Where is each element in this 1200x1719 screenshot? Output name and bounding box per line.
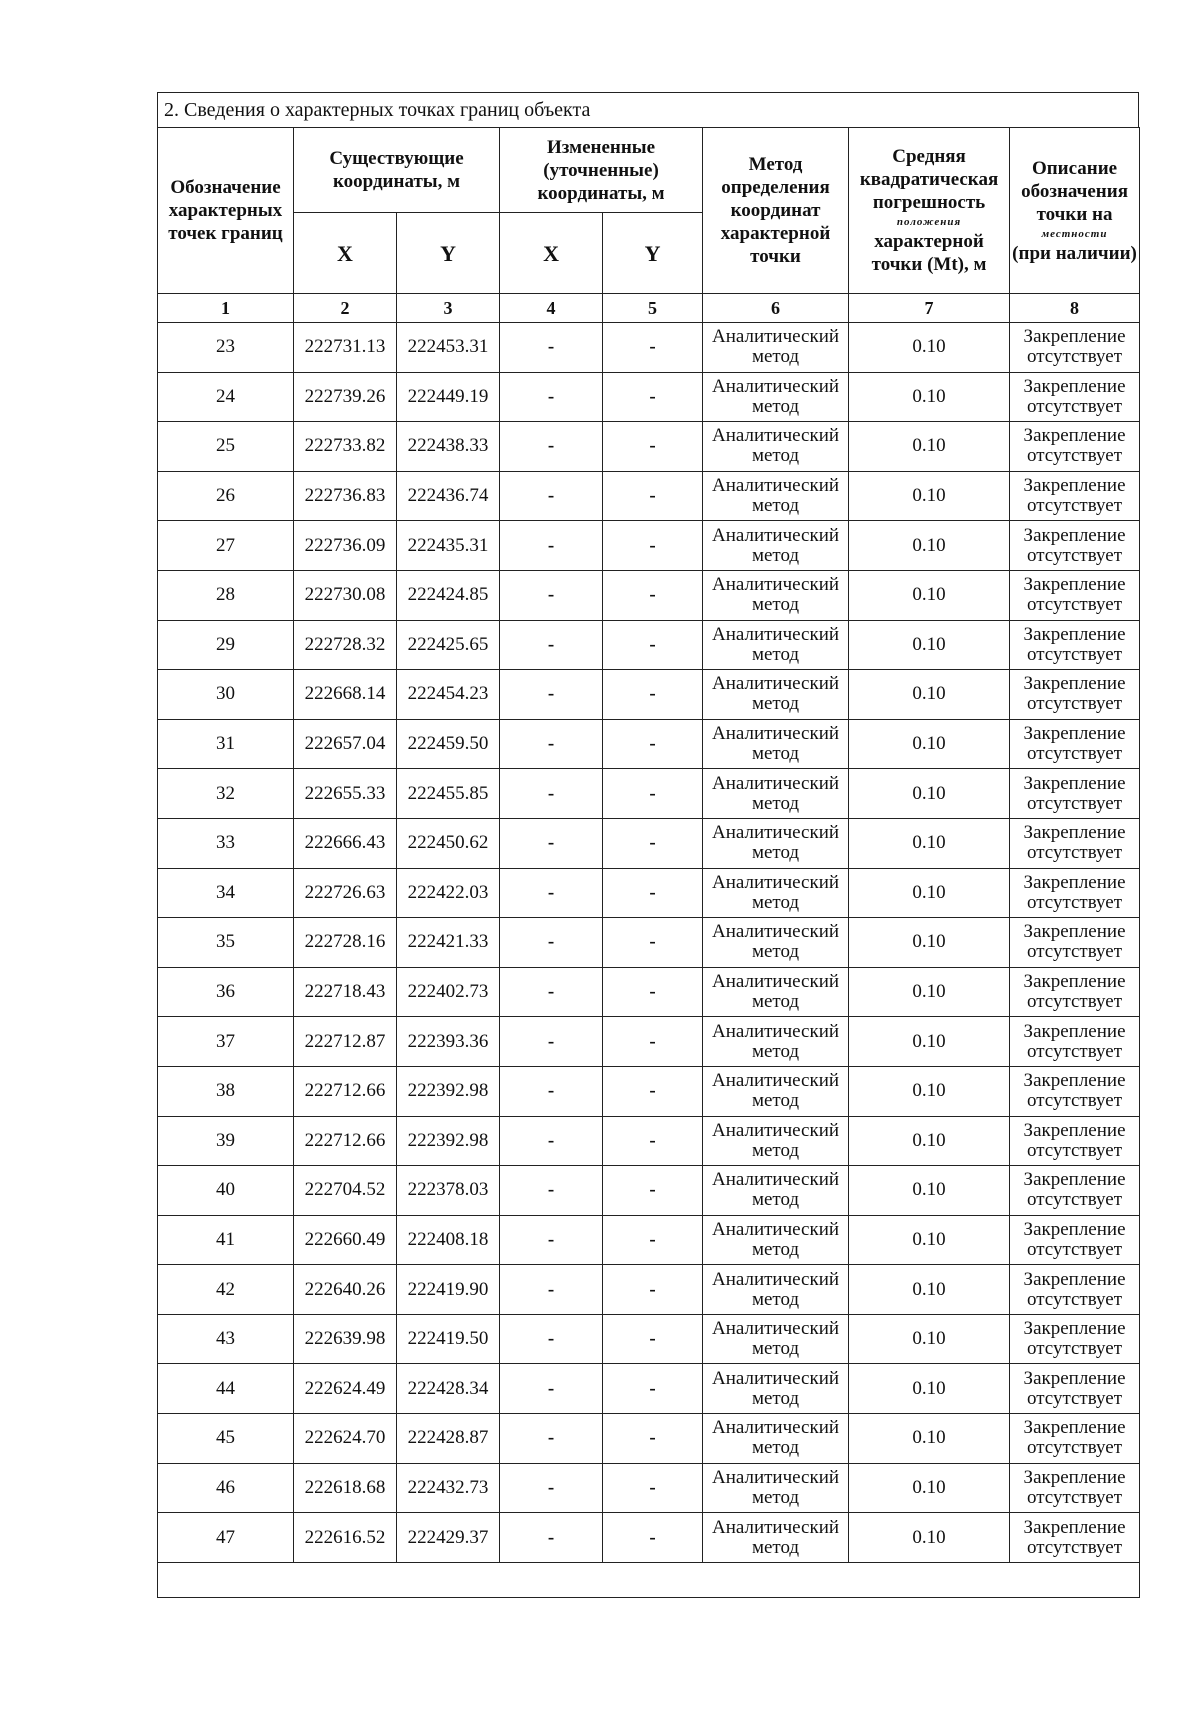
error-cell: 0.10 <box>849 719 1010 769</box>
existing-y-cell: 222429.37 <box>397 1513 500 1563</box>
changed-x-cell: - <box>500 967 603 1017</box>
error-cell: 0.10 <box>849 670 1010 720</box>
fixation-cell: Закрепление отсутствует <box>1010 1314 1140 1364</box>
changed-x-cell: - <box>500 670 603 720</box>
fixation-cell: Закрепление отсутствует <box>1010 1414 1140 1464</box>
error-cell: 0.10 <box>849 471 1010 521</box>
changed-y-cell: - <box>603 521 703 571</box>
fixation-cell: Закрепление отсутствует <box>1010 868 1140 918</box>
changed-x-cell: - <box>500 1414 603 1464</box>
table-footer-row <box>158 1562 1140 1597</box>
header-method: Метод определения координат характерной точки <box>703 128 849 294</box>
existing-y-cell: 222438.33 <box>397 422 500 472</box>
header-changed-x: X <box>500 213 603 294</box>
table-row <box>158 1414 1140 1464</box>
fixation-cell: Закрепление отсутствует <box>1010 570 1140 620</box>
method-cell: Аналитический метод <box>703 1017 849 1067</box>
fixation-cell: Закрепление отсутствует <box>1010 719 1140 769</box>
existing-y-cell: 222402.73 <box>397 967 500 1017</box>
method-cell: Аналитический метод <box>703 670 849 720</box>
points-table <box>157 127 1140 1598</box>
changed-x-cell: - <box>500 323 603 373</box>
changed-y-cell: - <box>603 471 703 521</box>
method-cell: Аналитический метод <box>703 1463 849 1513</box>
existing-x-cell: 222730.08 <box>294 570 397 620</box>
changed-x-cell: - <box>500 719 603 769</box>
column-number: 3 <box>397 294 500 323</box>
header-desc-top: Описание обозначения точки на <box>1021 157 1128 225</box>
existing-x-cell: 222728.16 <box>294 918 397 968</box>
changed-x-cell: - <box>500 1066 603 1116</box>
existing-x-cell: 222624.70 <box>294 1414 397 1464</box>
error-cell: 0.10 <box>849 1265 1010 1315</box>
column-number: 1 <box>158 294 294 323</box>
method-cell: Аналитический метод <box>703 1314 849 1364</box>
fixation-cell: Закрепление отсутствует <box>1010 1066 1140 1116</box>
error-cell: 0.10 <box>849 521 1010 571</box>
column-number: 5 <box>603 294 703 323</box>
changed-x-cell: - <box>500 918 603 968</box>
existing-y-cell: 222449.19 <box>397 372 500 422</box>
existing-y-cell: 222435.31 <box>397 521 500 571</box>
changed-x-cell: - <box>500 471 603 521</box>
existing-y-cell: 222453.31 <box>397 323 500 373</box>
method-cell: Аналитический метод <box>703 1265 849 1315</box>
method-cell: Аналитический метод <box>703 372 849 422</box>
table-row <box>158 1066 1140 1116</box>
existing-x-cell: 222739.26 <box>294 372 397 422</box>
existing-y-cell: 222378.03 <box>397 1166 500 1216</box>
error-cell: 0.10 <box>849 918 1010 968</box>
header-existing-coords: Существующие координаты, м <box>294 128 500 213</box>
changed-y-cell: - <box>603 323 703 373</box>
changed-x-cell: - <box>500 1513 603 1563</box>
point-number-cell: 28 <box>158 570 294 620</box>
error-cell: 0.10 <box>849 1463 1010 1513</box>
existing-x-cell: 222726.63 <box>294 868 397 918</box>
changed-y-cell: - <box>603 1414 703 1464</box>
table-row <box>158 372 1140 422</box>
changed-x-cell: - <box>500 868 603 918</box>
point-number-cell: 40 <box>158 1166 294 1216</box>
existing-y-cell: 222455.85 <box>397 769 500 819</box>
fixation-cell: Закрепление отсутствует <box>1010 422 1140 472</box>
table-row <box>158 471 1140 521</box>
point-number-cell: 42 <box>158 1265 294 1315</box>
empty-footer-cell <box>158 1562 1140 1597</box>
table-row <box>158 620 1140 670</box>
point-number-cell: 27 <box>158 521 294 571</box>
table-body <box>158 323 1140 1563</box>
error-cell: 0.10 <box>849 570 1010 620</box>
existing-x-cell: 222624.49 <box>294 1364 397 1414</box>
table-row <box>158 967 1140 1017</box>
error-cell: 0.10 <box>849 1166 1010 1216</box>
method-cell: Аналитический метод <box>703 1116 849 1166</box>
changed-y-cell: - <box>603 372 703 422</box>
header-error-top: Средняя квадратическая погрешность <box>859 146 999 213</box>
changed-x-cell: - <box>500 1116 603 1166</box>
changed-y-cell: - <box>603 1215 703 1265</box>
existing-y-cell: 222393.36 <box>397 1017 500 1067</box>
error-cell: 0.10 <box>849 868 1010 918</box>
error-cell: 0.10 <box>849 1314 1010 1364</box>
method-cell: Аналитический метод <box>703 422 849 472</box>
changed-y-cell: - <box>603 670 703 720</box>
point-number-cell: 43 <box>158 1314 294 1364</box>
changed-y-cell: - <box>603 818 703 868</box>
method-cell: Аналитический метод <box>703 719 849 769</box>
column-number: 2 <box>294 294 397 323</box>
method-cell: Аналитический метод <box>703 620 849 670</box>
existing-y-cell: 222421.33 <box>397 918 500 968</box>
existing-y-cell: 222454.23 <box>397 670 500 720</box>
changed-y-cell: - <box>603 1017 703 1067</box>
error-cell: 0.10 <box>849 422 1010 472</box>
point-number-cell: 38 <box>158 1066 294 1116</box>
method-cell: Аналитический метод <box>703 1364 849 1414</box>
existing-y-cell: 222432.73 <box>397 1463 500 1513</box>
point-number-cell: 26 <box>158 471 294 521</box>
table-row <box>158 1364 1140 1414</box>
point-number-cell: 23 <box>158 323 294 373</box>
table-row <box>158 868 1140 918</box>
changed-y-cell: - <box>603 570 703 620</box>
column-number: 4 <box>500 294 603 323</box>
fixation-cell: Закрепление отсутствует <box>1010 323 1140 373</box>
changed-x-cell: - <box>500 1463 603 1513</box>
method-cell: Аналитический метод <box>703 818 849 868</box>
error-cell: 0.10 <box>849 1017 1010 1067</box>
point-number-cell: 44 <box>158 1364 294 1414</box>
point-number-cell: 39 <box>158 1116 294 1166</box>
existing-y-cell: 222425.65 <box>397 620 500 670</box>
existing-x-cell: 222668.14 <box>294 670 397 720</box>
existing-x-cell: 222736.83 <box>294 471 397 521</box>
table-row <box>158 1513 1140 1563</box>
fixation-cell: Закрепление отсутствует <box>1010 1116 1140 1166</box>
point-number-cell: 33 <box>158 818 294 868</box>
changed-x-cell: - <box>500 1215 603 1265</box>
point-number-cell: 37 <box>158 1017 294 1067</box>
changed-x-cell: - <box>500 521 603 571</box>
point-number-cell: 35 <box>158 918 294 968</box>
point-number-cell: 25 <box>158 422 294 472</box>
fixation-cell: Закрепление отсутствует <box>1010 1513 1140 1563</box>
table-row <box>158 818 1140 868</box>
error-cell: 0.10 <box>849 372 1010 422</box>
changed-y-cell: - <box>603 1364 703 1414</box>
error-cell: 0.10 <box>849 1414 1010 1464</box>
section-title: 2. Сведения о характерных точках границ объекта <box>157 92 1139 127</box>
existing-y-cell: 222392.98 <box>397 1116 500 1166</box>
existing-x-cell: 222712.66 <box>294 1066 397 1116</box>
changed-x-cell: - <box>500 422 603 472</box>
existing-x-cell: 222704.52 <box>294 1166 397 1216</box>
method-cell: Аналитический метод <box>703 323 849 373</box>
table-row <box>158 422 1140 472</box>
changed-y-cell: - <box>603 1463 703 1513</box>
point-number-cell: 31 <box>158 719 294 769</box>
error-cell: 0.10 <box>849 620 1010 670</box>
error-cell: 0.10 <box>849 769 1010 819</box>
existing-y-cell: 222428.34 <box>397 1364 500 1414</box>
fixation-cell: Закрепление отсутствует <box>1010 1463 1140 1513</box>
point-number-cell: 24 <box>158 372 294 422</box>
method-cell: Аналитический метод <box>703 967 849 1017</box>
changed-y-cell: - <box>603 769 703 819</box>
existing-y-cell: 222428.87 <box>397 1414 500 1464</box>
existing-x-cell: 222712.66 <box>294 1116 397 1166</box>
point-number-cell: 46 <box>158 1463 294 1513</box>
table-row <box>158 670 1140 720</box>
existing-x-cell: 222718.43 <box>294 967 397 1017</box>
changed-x-cell: - <box>500 818 603 868</box>
point-number-cell: 34 <box>158 868 294 918</box>
fixation-cell: Закрепление отсутствует <box>1010 1265 1140 1315</box>
existing-x-cell: 222639.98 <box>294 1314 397 1364</box>
changed-x-cell: - <box>500 1017 603 1067</box>
existing-y-cell: 222392.98 <box>397 1066 500 1116</box>
header-desc-small: местности <box>1041 227 1108 240</box>
changed-x-cell: - <box>500 769 603 819</box>
existing-y-cell: 222419.90 <box>397 1265 500 1315</box>
fixation-cell: Закрепление отсутствует <box>1010 1215 1140 1265</box>
existing-x-cell: 222733.82 <box>294 422 397 472</box>
changed-x-cell: - <box>500 570 603 620</box>
header-desc-bottom: (при наличии) <box>1012 242 1137 264</box>
changed-y-cell: - <box>603 1166 703 1216</box>
header-existing-x: X <box>294 213 397 294</box>
existing-x-cell: 222640.26 <box>294 1265 397 1315</box>
error-cell: 0.10 <box>849 1066 1010 1116</box>
point-number-cell: 29 <box>158 620 294 670</box>
existing-x-cell: 222728.32 <box>294 620 397 670</box>
existing-x-cell: 222655.33 <box>294 769 397 819</box>
existing-y-cell: 222450.62 <box>397 818 500 868</box>
header-changed-coords: Измененные (уточненные) координаты, м <box>500 128 703 213</box>
existing-y-cell: 222459.50 <box>397 719 500 769</box>
method-cell: Аналитический метод <box>703 918 849 968</box>
changed-x-cell: - <box>500 1166 603 1216</box>
method-cell: Аналитический метод <box>703 868 849 918</box>
point-number-cell: 36 <box>158 967 294 1017</box>
table-row <box>158 719 1140 769</box>
error-cell: 0.10 <box>849 1116 1010 1166</box>
existing-y-cell: 222419.50 <box>397 1314 500 1364</box>
method-cell: Аналитический метод <box>703 521 849 571</box>
existing-y-cell: 222436.74 <box>397 471 500 521</box>
changed-y-cell: - <box>603 422 703 472</box>
table-row <box>158 323 1140 373</box>
point-number-cell: 47 <box>158 1513 294 1563</box>
existing-x-cell: 222712.87 <box>294 1017 397 1067</box>
table-row <box>158 918 1140 968</box>
existing-y-cell: 222422.03 <box>397 868 500 918</box>
error-cell: 0.10 <box>849 1364 1010 1414</box>
method-cell: Аналитический метод <box>703 1066 849 1116</box>
error-cell: 0.10 <box>849 323 1010 373</box>
column-number: 8 <box>1010 294 1140 323</box>
changed-y-cell: - <box>603 1265 703 1315</box>
fixation-cell: Закрепление отсутствует <box>1010 818 1140 868</box>
table-row <box>158 1017 1140 1067</box>
table-row <box>158 1215 1140 1265</box>
error-cell: 0.10 <box>849 1215 1010 1265</box>
existing-x-cell: 222731.13 <box>294 323 397 373</box>
point-number-cell: 45 <box>158 1414 294 1464</box>
header-error <box>849 128 1010 294</box>
fixation-cell: Закрепление отсутствует <box>1010 372 1140 422</box>
changed-y-cell: - <box>603 868 703 918</box>
existing-x-cell: 222616.52 <box>294 1513 397 1563</box>
changed-y-cell: - <box>603 918 703 968</box>
table-row <box>158 1265 1140 1315</box>
existing-x-cell: 222657.04 <box>294 719 397 769</box>
fixation-cell: Закрепление отсутствует <box>1010 1017 1140 1067</box>
changed-y-cell: - <box>603 1066 703 1116</box>
method-cell: Аналитический метод <box>703 1215 849 1265</box>
table-row <box>158 570 1140 620</box>
changed-y-cell: - <box>603 719 703 769</box>
method-cell: Аналитический метод <box>703 1166 849 1216</box>
table-row <box>158 1463 1140 1513</box>
table-row <box>158 1116 1140 1166</box>
table-row <box>158 1314 1140 1364</box>
header-error-small: положения <box>896 216 962 228</box>
changed-y-cell: - <box>603 967 703 1017</box>
header-changed-y: Y <box>603 213 703 294</box>
error-cell: 0.10 <box>849 818 1010 868</box>
column-number: 6 <box>703 294 849 323</box>
point-number-cell: 30 <box>158 670 294 720</box>
changed-x-cell: - <box>500 1265 603 1315</box>
point-number-cell: 32 <box>158 769 294 819</box>
column-number: 7 <box>849 294 1010 323</box>
fixation-cell: Закрепление отсутствует <box>1010 769 1140 819</box>
fixation-cell: Закрепление отсутствует <box>1010 471 1140 521</box>
existing-x-cell: 222736.09 <box>294 521 397 571</box>
points-table-sheet <box>157 92 1139 1598</box>
existing-y-cell: 222424.85 <box>397 570 500 620</box>
existing-y-cell: 222408.18 <box>397 1215 500 1265</box>
changed-x-cell: - <box>500 1364 603 1414</box>
changed-x-cell: - <box>500 1314 603 1364</box>
error-cell: 0.10 <box>849 1513 1010 1563</box>
existing-x-cell: 222618.68 <box>294 1463 397 1513</box>
point-number-cell: 41 <box>158 1215 294 1265</box>
changed-y-cell: - <box>603 1116 703 1166</box>
existing-x-cell: 222666.43 <box>294 818 397 868</box>
method-cell: Аналитический метод <box>703 471 849 521</box>
method-cell: Аналитический метод <box>703 570 849 620</box>
header-existing-y: Y <box>397 213 500 294</box>
table-row <box>158 769 1140 819</box>
fixation-cell: Закрепление отсутствует <box>1010 918 1140 968</box>
changed-y-cell: - <box>603 620 703 670</box>
fixation-cell: Закрепление отсутствует <box>1010 620 1140 670</box>
changed-x-cell: - <box>500 620 603 670</box>
method-cell: Аналитический метод <box>703 1513 849 1563</box>
fixation-cell: Закрепление отсутствует <box>1010 521 1140 571</box>
fixation-cell: Закрепление отсутствует <box>1010 1166 1140 1216</box>
table-row <box>158 521 1140 571</box>
changed-y-cell: - <box>603 1314 703 1364</box>
fixation-cell: Закрепление отсутствует <box>1010 670 1140 720</box>
method-cell: Аналитический метод <box>703 1414 849 1464</box>
header-description <box>1010 128 1140 294</box>
table-row <box>158 1166 1140 1216</box>
existing-x-cell: 222660.49 <box>294 1215 397 1265</box>
fixation-cell: Закрепление отсутствует <box>1010 1364 1140 1414</box>
header-error-bottom: характерной точки (Mt), м <box>871 231 987 275</box>
fixation-cell: Закрепление отсутствует <box>1010 967 1140 1017</box>
changed-y-cell: - <box>603 1513 703 1563</box>
changed-x-cell: - <box>500 372 603 422</box>
header-designation: Обозначение характерных точек границ <box>158 128 294 294</box>
method-cell: Аналитический метод <box>703 769 849 819</box>
error-cell: 0.10 <box>849 967 1010 1017</box>
